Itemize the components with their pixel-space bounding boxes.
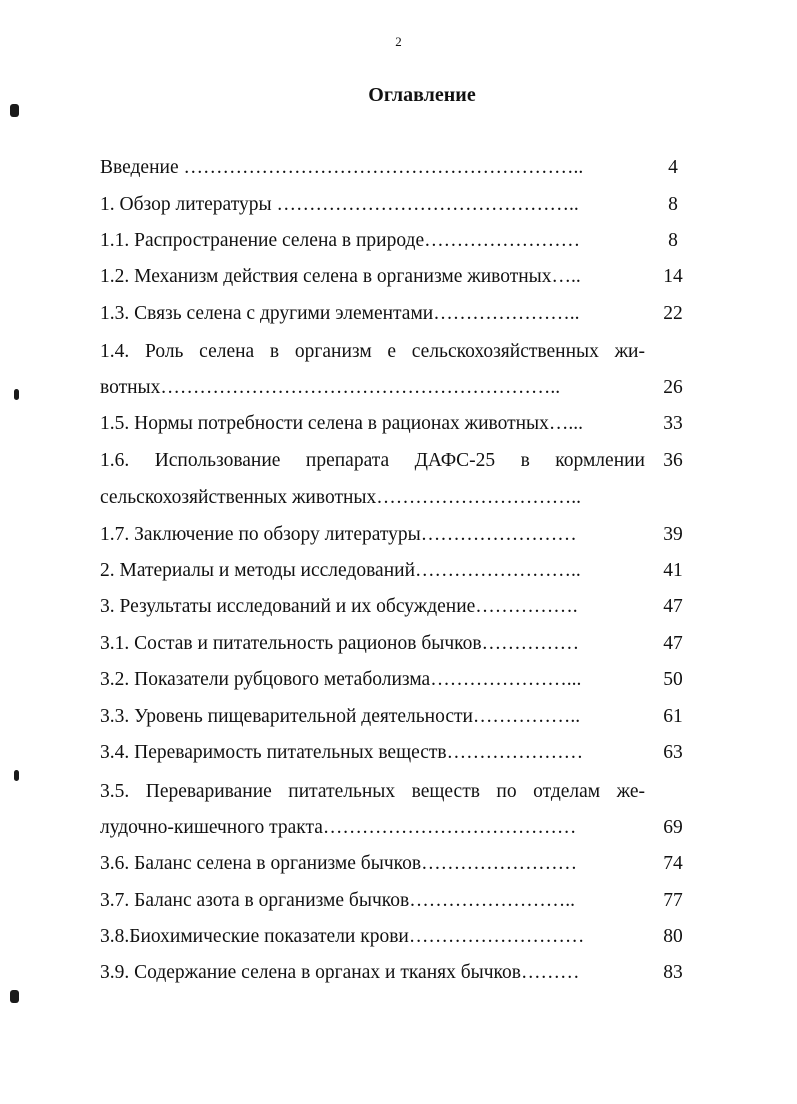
toc-entry-page: 80 (663, 926, 683, 947)
toc-entry-text: 3.8.Биохимические показатели крови……………………… (100, 926, 585, 947)
toc-entry-page: 50 (663, 669, 683, 690)
toc-entry-text: 1.2. Механизм действия селена в организме животных….. (100, 266, 581, 287)
toc-entry-page (655, 485, 691, 511)
toc-entry-text: 3.9. Содержание селена в органах и тканях бычков……… (100, 962, 580, 983)
toc-entry-page (655, 339, 691, 365)
toc-entry-text: вотных…………………………………………………….. (100, 377, 561, 398)
toc-entry-text: 1.1. Распространение селена в природе…………………… (100, 230, 581, 251)
punch-hole-mark (14, 389, 19, 400)
toc-entry-page: 61 (663, 706, 683, 727)
toc-entry-text: 3.7. Баланс азота в организме бычков…………………….. (100, 890, 575, 911)
toc-entry-text: 3. Результаты исследований и их обсуждение……………. (100, 596, 578, 617)
toc-entry-page: 69 (663, 817, 683, 838)
toc-entry-page: 26 (663, 377, 683, 398)
toc-entry-page: 39 (663, 524, 683, 545)
toc-entry-page: 83 (663, 962, 683, 983)
punch-hole-mark (14, 770, 19, 781)
toc-entry-text: 3.4. Переваримость питательных веществ………………… (100, 742, 584, 763)
toc-entry-text: 1.7. Заключение по обзору литературы…………………… (100, 524, 577, 545)
toc-entry-page: 33 (663, 413, 683, 434)
toc-entry-page: 36 (663, 450, 683, 471)
toc-entry-text: 2. Материалы и методы исследований…………………….. (100, 560, 581, 581)
toc-entry-text: 3.1. Состав и питательность рационов бычков…………… (100, 633, 580, 654)
toc-entry-text: сельскохозяйственных животных………………………….. (100, 487, 581, 508)
toc-entry-page: 63 (663, 742, 683, 763)
punch-hole-mark (10, 990, 19, 1003)
toc-entry-page: 4 (668, 157, 678, 178)
toc-entry-text: 3.2. Показатели рубцового метаболизма…………………... (100, 669, 582, 690)
toc-entry-page (655, 779, 691, 805)
toc-entry-text: лудочно-кишечного тракта………………………………… (100, 817, 577, 838)
toc-entry-page: 77 (663, 890, 683, 911)
punch-hole-mark (10, 104, 19, 117)
page-number: 2 (395, 34, 402, 49)
toc-entry-page: 22 (663, 303, 683, 324)
page-title: Оглавление (368, 84, 476, 106)
toc-entry-text: 3.5. Переваривание питательных веществ по отделам же- (100, 781, 645, 802)
toc-entry-page: 47 (663, 633, 683, 654)
toc-entry-page: 41 (663, 560, 683, 581)
toc-entry-text: 1.6. Использование препарата ДАФС-25 в кормлении (100, 450, 645, 471)
toc-entry-page: 8 (668, 230, 678, 251)
toc-entry-text: 1.4. Роль селена в организм е сельскохозяйственных жи- (100, 341, 645, 362)
toc-entry-text: 1. Обзор литературы ……………………………………….. (100, 194, 579, 215)
toc-entry-page: 74 (663, 853, 683, 874)
toc-entry-text: 3.6. Баланс селена в организме бычков…………………… (100, 853, 578, 874)
toc-entry-text: 1.5. Нормы потребности селена в рационах животных…... (100, 413, 584, 434)
toc-entry-page: 47 (663, 596, 683, 617)
toc-entry-page: 8 (668, 194, 678, 215)
toc-entry-text: Введение …………………………………………………….. (100, 157, 584, 178)
toc-entry-text: 1.3. Связь селена с другими элементами………………….. (100, 303, 580, 324)
toc-entry-page: 14 (663, 266, 683, 287)
toc-entry-text: 3.3. Уровень пищеварительной деятельности…………….. (100, 706, 581, 727)
